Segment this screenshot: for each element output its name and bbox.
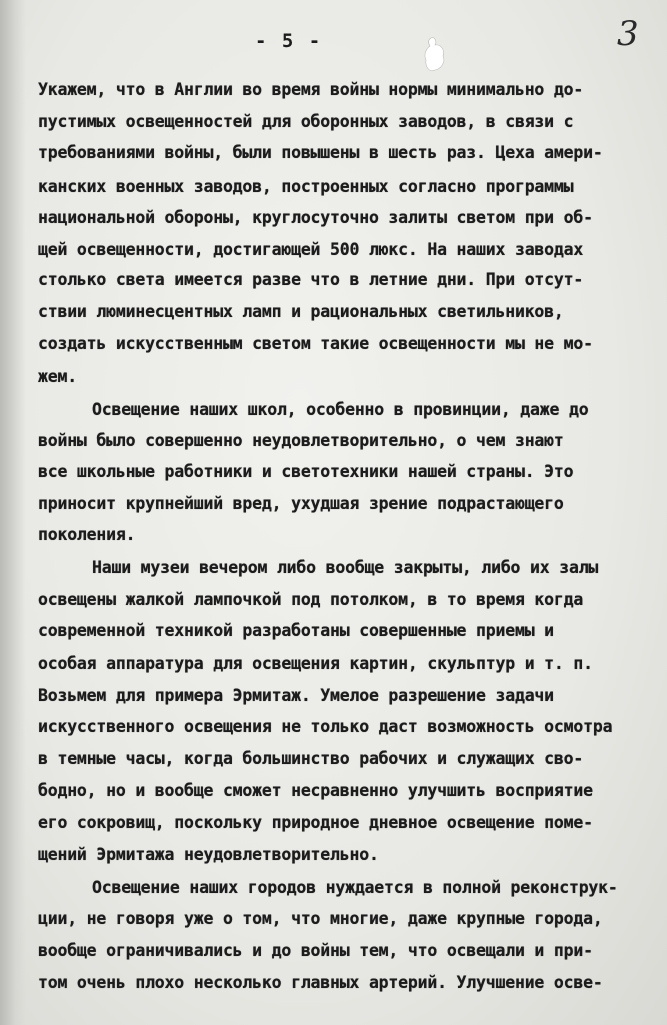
text-line-27: ции, не говоря уже о том, что многие, даже крупные города, [38, 909, 603, 928]
text-line-22: в темные часы, когда большинство рабочих и служащих сво- [38, 749, 584, 768]
text-line-12: войны было совершенно неудовлетворительно, о чем знают [38, 431, 564, 450]
text-line-28: вообще ограничивались и до войны тем, что освещали и при- [38, 941, 593, 960]
text-line-11: Освещение наших школ, особенно в провинции, даже до [92, 400, 589, 419]
text-line-18: современной техникой разработаны совершенные приемы и [38, 621, 554, 640]
text-line-19: особая аппаратура для освещения картин, скульптур и т. п. [38, 654, 593, 673]
text-line-21: искусственного освещения не только даст возможность осмотра [38, 717, 613, 736]
left-edge-shadow [0, 0, 26, 1025]
text-line-9: создать искусственным светом такие освещенности мы не мо- [38, 334, 593, 353]
text-line-15: поколения. [38, 525, 136, 544]
text-line-17: освещены жалкой лампочкой под потолком, в то время когда [38, 590, 584, 609]
text-line-20: Возьмем для примера Эрмитаж. Умелое разрешение задачи [38, 686, 554, 705]
handwritten-sheet-number: 3 [617, 14, 639, 54]
text-line-25: щений Эрмитажа неудовлетворительно. [38, 845, 379, 864]
text-line-10: жем. [38, 367, 77, 386]
text-line-16: Наши музеи вечером либо вообще закрыты, либо их залы [92, 558, 599, 577]
text-line-6: щей освещенности, достигающей 500 люкс. На наших заводах [38, 240, 584, 259]
text-line-7: столько света имеется разве что в летние дни. При отсут- [38, 270, 584, 289]
text-line-3: требованиями войны, были повышены в шесть раз. Цеха амери- [38, 143, 603, 162]
text-line-5: национальной обороны, круглосуточно залиты светом при об- [38, 208, 593, 227]
text-line-24: его сокровищ, поскольку природное дневное освещение поме- [38, 813, 593, 832]
text-line-26: Освещение наших городов нуждается в полной реконструк- [92, 878, 618, 897]
ink-blot-icon [423, 36, 447, 74]
text-line-8: ствии люминесцентных ламп и рациональных светильников, [38, 302, 564, 321]
page-number: - 5 - [255, 30, 323, 52]
text-line-2: пустимых освещенностей для оборонных заводов, в связи с [38, 112, 574, 131]
text-line-29: том очень плохо несколько главных артерий. Улучшение осве- [38, 973, 603, 992]
text-line-1: Укажем, что в Англии во время войны нормы минимально до- [38, 80, 584, 99]
text-line-23: бодно, но и вообще сможет несравненно улучшить восприятие [38, 781, 593, 800]
text-line-4: канских военных заводов, построенных согласно программы [38, 177, 574, 196]
text-line-13: все школьные работники и светотехники нашей страны. Это [38, 462, 574, 481]
text-line-14: приносит крупнейший вред, ухудшая зрение подрастающего [38, 494, 564, 513]
